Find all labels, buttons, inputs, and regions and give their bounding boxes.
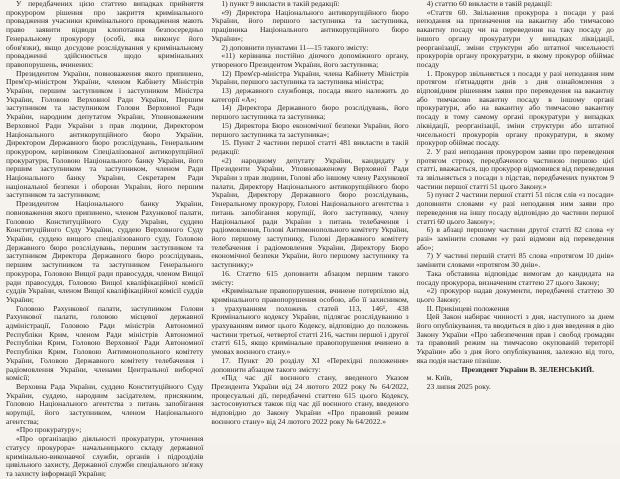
paragraph: Верховна Рада України, суддею Конституційного Суду України, суддею, народним засідателем, присяжним, Головою Національного агентства з питань запобігання корупції, його заступником, членом Національного агентства; — [6, 381, 204, 426]
paragraph: Головою Рахункової палати, заступником Голови Рахункової палати, головою місцевої державної адміністрації, Головою Ради міністрів Автономної Республіки Крим, членом Ради міністрів Автономної Республіки Крим, Головою Верховної Ради Автономної Республіки Крим, Головою Антимонопольного комітету України, Головою Державного комітету телебачення і радіомовлення України, членами Центральної виборчої комісії; — [6, 303, 204, 383]
paragraph: «Кримінальне правопорушення, вчинене потерпілою від кримінального правопорушення особою, або її захисником, з урахуванням положень статей 113, 146¹, 438 Кримінального кодексу України, підлягає розслідуванню з урахуванням вимог цього Кодексу, відповідно до положень частини третьої, четвертої статті 216, частин першої і другої статті 615, якщо кримінальне правопорушення вчинено в умовах воєнного стану.» — [211, 286, 409, 357]
paragraph: 1) пункт 9 викласти в такій редакції: — [221, 0, 340, 8]
paragraph: «Про організацію діяльності прокуратури, уточнення статусу прокурора» начальницького складу державної кримінально-виконавчої служби, органів і підрозділів цивільного захисту, Державної служби спеціального зв'язку та захисту інформації України; — [6, 434, 204, 478]
paragraph: 2) доповнити пунктами 11—15 такого змісту: — [221, 42, 369, 52]
paragraph: 7) У частині першій статті 85 слова «протягом 10 днів» замінити словами «протягом 30 днів». — [416, 251, 614, 270]
paragraph: 2. У разі неподання прокурором заяви про переведення протягом строку, передбаченого частиною першою цієї статті, вважається, що прокурор відмовився від переведення та звільняється з посади з підстав, передбачених пунктом 9 частини першої статті 51 цього Закону.» — [416, 146, 614, 191]
paragraph: «9) Директора Національного антикорупційного бюро України, його першого заступника та заступника, працівника Національного антикорупційного бюро України»; — [211, 7, 409, 43]
text-columns — [6, 0, 614, 478]
paragraph: У передбачених цією статтею випадках прийняття прокурором рішення про закриття кримінального провадження учасники кримінального провадження мають право заявити відводи клопотання безпосередньо Генеральному прокурору (особі, яка виконує його обов'язки), якщо досудове розслідування у кримінальному провадженні здійснюється щодо кримінальних правопорушень, вчинених: — [6, 0, 204, 69]
paragraph: 12) Прем'єр-міністра України, члена Кабінету Міністрів України, першого заступника та заступника міністра; — [211, 68, 409, 87]
paragraph: 17. Пункт 20 розділу XI «Перехідні положення» доповнити абзацом такого змісту: — [211, 355, 409, 374]
paragraph: 6) в абзаці першому частини другої статті 82 слова «у разі» замінити словами «у разі відмови від переведення або»; — [416, 225, 614, 252]
paragraph: II. Прикінцеві положення — [426, 303, 510, 313]
paragraph: 4) статтю 60 викласти в такій редакції: — [426, 0, 553, 8]
date: 23 липня 2025 року. — [426, 381, 491, 391]
paragraph: Президентом Національного банку України, повноваження якого припинено, членом Рахункової палати, Головою Конституційного Суду України, суддею Конституційного Суду України, суддею Верховного Суду України, суддею вищого спеціалізованого суду, Головою Державного бюро розслідувань, першим заступником та заступником Директора Державного бюро розслідувань, першим заступником та заступником Генерального прокурора, Головою Вищої ради правосуддя, членом Вищої ради правосуддя, Головою Вищої кваліфікаційної комісії суддів України, членом Вищої кваліфікаційної комісії суддів України; — [6, 199, 204, 304]
paragraph: 16. Статтю 615 доповнити абзацом першим такого змісту: — [211, 268, 409, 287]
paragraph: «Стаття 60. Звільнення прокурора з посади у разі неподання на призначення на вакантну або тимчасово вакантну посаду чи на переведення на таку посаду до іншого органу прокуратури у випадках ліквідації, реорганізації, зміни структури або штатної чисельності прокурорів органу прокуратури, в якому прокурор обіймає посаду — [416, 7, 614, 69]
column-right — [417, 0, 614, 479]
place: м. Київ, — [426, 373, 452, 383]
paragraph: 13) державного службовця, посада якого належить до категорії «А»; — [211, 86, 409, 104]
paragraph: Президентом України, повноваження якого припинено, Прем'єр-міністром України, членом Кабінету Міністрів України, першим заступником і заступником Міністра України, Головою Верховної Ради України, Першим заступником та заступником Голови Верховної Ради України, народним депутатом України, Уповноваженим Верховної Ради України з прав людини, Директором Національного антикорупційного бюро України, Директором Державного бюро розслідувань, Генеральним прокурором, керівником Спеціалізованої антикорупційної прокуратури, Головою Національного банку України, його першим заступником та заступником, членом Ради Національного банку України, Секретарем Ради національної безпеки і оборони України, його першим заступником та заступником; — [6, 68, 204, 200]
column-middle — [211, 0, 408, 479]
paragraph: «11) керівника постійно діючого допоміжного органу, утвореного Президентом України, його заступника; — [211, 51, 409, 69]
paragraph: 15) Директора Бюро економічної безпеки України, його першого заступника та заступника»; — [211, 120, 409, 139]
paragraph: 5) пункт 2 частини першої статті 51 після слів «з посади» доповнити словами «у разі неподання ним заяви про переведення на іншу посаду відповідно до частини першої статті 60 цього Закону»; — [416, 190, 614, 226]
paragraph: 1. Прокурор звільняється з посади у разі неподання ним протягом п'ятнадцяти днів з дня ознайомлення з відповідним рішенням заяви про переведення на вакантну або тимчасово вакантну посаду в іншому органі прокуратури, або на вакантну або тимчасово вакантну посаду в тому самому органі прокуратури у випадках ліквідації, реорганізації, зміни структури або штатної чисельності прокурорів органу прокуратури, в якому прокурор обіймає посаду. — [416, 68, 614, 148]
paragraph: 14) Директора Державного бюро розслідувань, його першого заступника та заступника; — [211, 103, 409, 122]
paragraph: «2) прокурор надав документи, передбачені статтею 30 цього Закону; — [416, 286, 614, 304]
paragraph: Така обставина відповідає вимогам до кандидата на посаду прокурора, визначеним статтею 27 цього Закону; — [416, 268, 614, 287]
right-body — [417, 0, 614, 366]
paragraph: «Про прокуратуру»; — [16, 425, 82, 435]
column-left — [6, 0, 203, 479]
signature: Президент України В. ЗЕЛЕНСЬКИЙ. — [461, 364, 594, 374]
paragraph: Цей Закон набирає чинності з дня, наступного за днем його опублікування, та вводиться в дію з дня введення в дію Закону України «Про забезпечення прав і свобод громадян та правовий режим на тимчасово окупованій території України» або з дня його опублікування, залежно від того, яка подія настане пізніше. — [416, 312, 614, 365]
paragraph: 15. Пункт 2 частини першої статті 481 викласти в такій редакції: — [211, 138, 409, 156]
paragraph: «2) народному депутату України, кандидату у Президенти України, Уповноваженому Верховної Ради України з прав людини, Голові або іншому члену Рахункової палати, Директору Національного антикорупційного бюро України, Директору Державного бюро розслідувань, Генеральному прокурору, Голові Національного агентства з питань запобігання корупції, його заступнику, члену Національної ради України з питань телебачення і радіомовлення, Голові Антимонопольного комітету України, його першому заступнику, Голові Державного комітету телебачення і радіомовлення України, Директору Бюро економічної безпеки України, його першому заступнику та заступнику;» — [211, 155, 409, 270]
paragraph: «Під час дії воєнного стану, введеного Указом Президента України від 24 лютого 2022 року № 64/2022, процесуальні дії, передбачені статтею 615 цього Кодексу, застосовуються також під час дії воєнного стану, введеного відповідно до Закону України «Про правовий режим воєнного стану» від 24 лютого 2022 року № 64/2022.» — [211, 373, 409, 426]
